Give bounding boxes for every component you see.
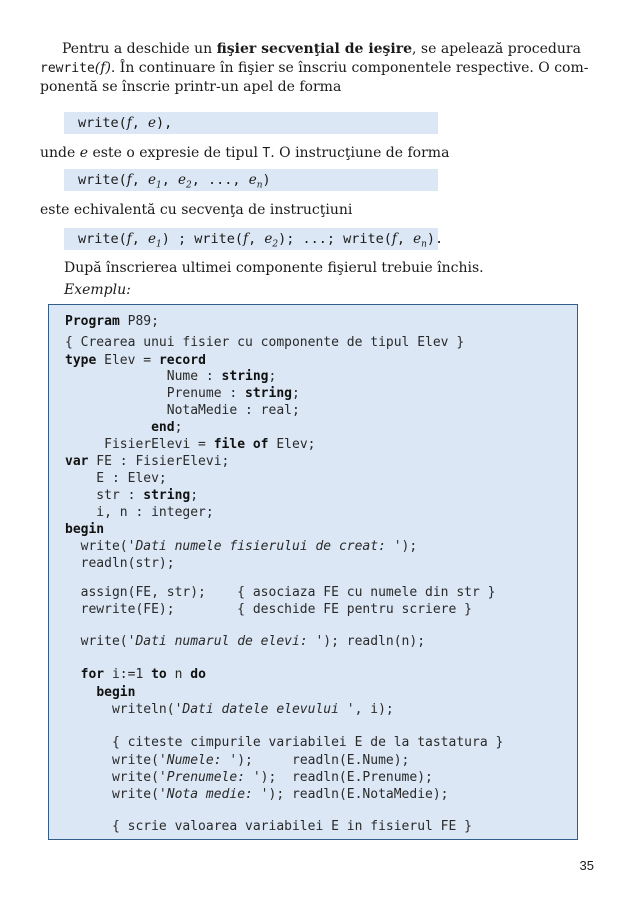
- form-box-3: write(f, $e_1$) ; write(f, $e_2$); ...; write(f, $e_n$).: [64, 228, 438, 250]
- code-listing: [48, 304, 578, 840]
- exemplu-label: Exemplu:: [64, 282, 131, 298]
- unde-text-a: unde: [40, 145, 80, 161]
- code-line-6: NotaMedie : real;: [65, 403, 300, 418]
- code-line-10: E : Elev;: [65, 471, 167, 486]
- code-line-11: str : string;: [65, 488, 199, 503]
- code-line-23: begin: [96, 685, 136, 700]
- code-line-13: begin: [65, 522, 105, 537]
- code-line-28: write('Prenumele: '); readln(E.Prenume);: [65, 770, 433, 785]
- code-line-3: type Elev = record: [65, 353, 206, 368]
- unde-T: T: [262, 146, 271, 161]
- code-line-4: Nume : string;: [65, 369, 277, 384]
- code-line-12: i, n : integer;: [65, 505, 214, 520]
- intro-text-1a: Pentru a deschide un: [62, 41, 217, 57]
- intro-text-1c: , se apelează procedura: [412, 41, 581, 57]
- code-line-7: end;: [151, 420, 183, 435]
- unde-e: e: [79, 145, 89, 161]
- unde-text-c: . O instrucţiune de forma: [270, 145, 450, 161]
- code-line-9: var FE : FisierElevi;: [65, 454, 230, 469]
- code-line-17: assign(FE, str); { asociaza FE cu numele din str }: [65, 585, 496, 600]
- code-line-5: Prenume : string;: [65, 386, 300, 401]
- intro-rewrite-arg: (f): [94, 60, 111, 76]
- intro-term: fişier secvenţial de ieşire: [216, 41, 413, 57]
- code-line-27: write('Numele: '); readln(E.Nume);: [65, 753, 410, 768]
- code-line-2: { Crearea unui fisier cu componente de tipul Elev }: [65, 335, 465, 350]
- code-line-15: readln(str);: [65, 556, 175, 571]
- form-box-2: write(f, $e_1$, $e_2$, ..., $e_n$): [64, 169, 438, 191]
- intro-paragraph: [40, 40, 592, 97]
- echiv-paragraph: este echivalentă cu secvenţa de instrucţiuni: [40, 202, 353, 218]
- intro-rewrite-keyword: rewrite: [40, 61, 95, 76]
- code-line-8: FisierElevi = file of Elev;: [65, 437, 316, 452]
- code-line-1: Program P89;: [65, 314, 159, 329]
- page-number: 35: [579, 858, 594, 873]
- intro-text-2c: . În continuare în fişier se înscriu componentele respective. O com-: [110, 60, 589, 76]
- unde-paragraph: [40, 144, 592, 163]
- unde-text-b: este o expresie de tipul: [88, 145, 263, 161]
- intro-text-3: ponentă se înscrie printr-un apel de forma: [40, 79, 342, 95]
- code-line-24: writeln('Dati datele elevului ', i);: [65, 702, 394, 717]
- code-line-18: rewrite(FE); { deschide FE pentru scriere }: [65, 602, 472, 617]
- code-line-31: { scrie valoarea variabilei E in fisierul FE }: [65, 819, 472, 834]
- code-line-22: for i:=1 to n do: [80, 667, 206, 682]
- dupa-paragraph: După înscrierea ultimei componente fişierul trebuie închis.: [64, 260, 484, 276]
- form-box-1: write(f, e),: [64, 112, 438, 134]
- code-line-26: { citeste cimpurile variabilei E de la tastatura }: [65, 735, 504, 750]
- code-line-20: write('Dati numarul de elevi: '); readln(n);: [65, 634, 426, 649]
- code-line-29: write('Nota medie: '); readln(E.NotaMedie);: [65, 787, 449, 802]
- code-line-14: write('Dati numele fisierului de creat: ');: [65, 539, 418, 554]
